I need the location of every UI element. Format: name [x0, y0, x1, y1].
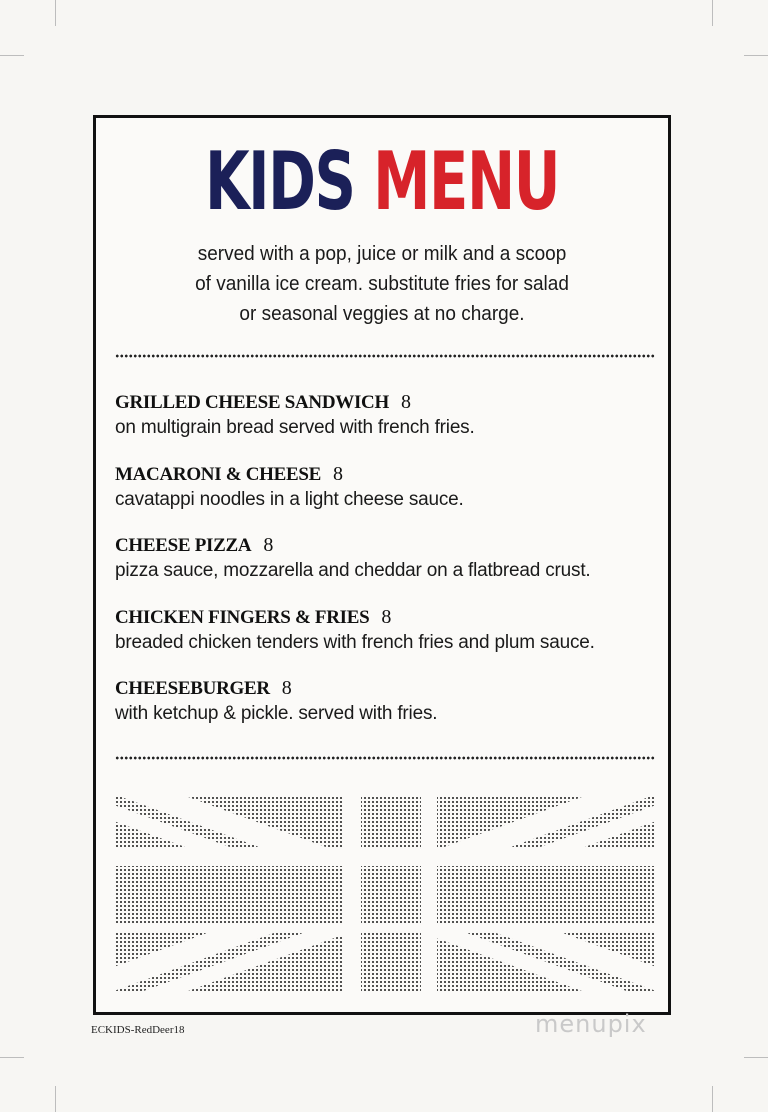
intro-line: served with a pop, juice or milk and a scoop: [197, 243, 567, 265]
watermark: menupix: [535, 1010, 647, 1038]
footer-code: ECKIDS-RedDeer18: [91, 1024, 185, 1036]
item-description: breaded chicken tenders with french fries and plum sauce.: [115, 631, 595, 653]
crop-mark: [0, 1057, 24, 1058]
crop-mark: [55, 0, 56, 26]
dotted-divider: [115, 756, 655, 760]
menu-item: [115, 390, 660, 462]
item-price: 8: [263, 534, 274, 556]
menu-item: [115, 533, 660, 605]
intro-line: or seasonal veggies at no charge.: [239, 303, 525, 325]
item-price: 8: [400, 391, 411, 413]
intro-text: [129, 239, 634, 329]
item-name: CHEESE PIZZA: [115, 535, 252, 556]
crop-mark: [744, 1057, 768, 1058]
item-price: 8: [381, 605, 392, 628]
item-description: pizza sauce, mozzarella and cheddar on a flatbread crust.: [115, 560, 591, 581]
item-description: on multigrain bread served with french fries.: [115, 417, 475, 438]
menu-item: [115, 676, 660, 748]
crop-mark: [55, 1086, 56, 1112]
item-description: with ketchup & pickle. served with fries.: [115, 703, 438, 724]
crop-mark: [744, 55, 768, 56]
crop-mark: [712, 1086, 713, 1112]
crop-mark: [0, 55, 24, 56]
title-word-kids: KIDS: [204, 135, 355, 228]
item-price: 8: [281, 677, 292, 699]
item-name: CHEESEBURGER: [115, 678, 270, 699]
title-word-menu: MENU: [373, 135, 560, 228]
menu-item: [115, 605, 660, 677]
union-jack-halftone-icon: [115, 796, 655, 992]
crop-mark: [712, 0, 713, 26]
dotted-divider: [115, 354, 655, 358]
item-name: CHICKEN FINGERS & FRIES: [115, 606, 370, 628]
menu-frame: [93, 115, 671, 1015]
menu-item: [115, 462, 660, 534]
intro-line: of vanilla ice cream. substitute fries for salad: [195, 273, 569, 295]
item-name: MACARONI & CHEESE: [115, 463, 322, 485]
item-name: GRILLED CHEESE SANDWICH: [115, 392, 389, 413]
item-description: cavatappi noodles in a light cheese sauce.: [115, 488, 464, 510]
page-title: [176, 134, 588, 230]
menu-items: [115, 390, 660, 748]
item-price: 8: [333, 462, 344, 485]
